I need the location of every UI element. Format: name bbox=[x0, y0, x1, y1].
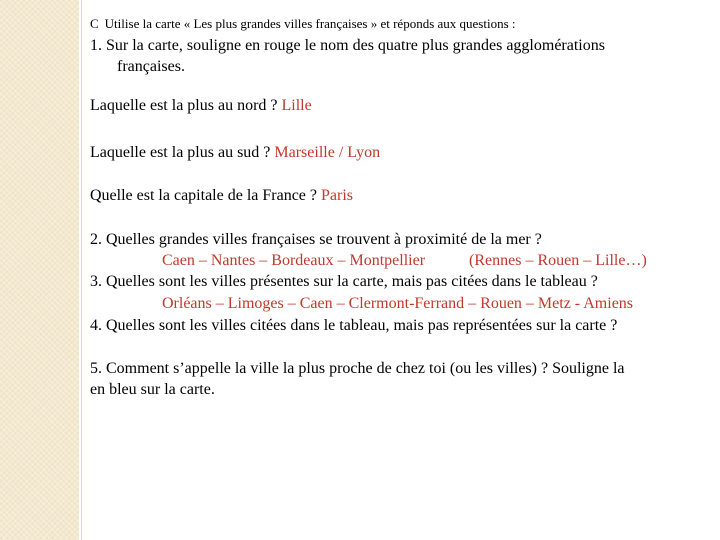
question-1-line-2: françaises. bbox=[117, 58, 185, 75]
question-3 bbox=[90, 272, 598, 292]
answer-3: Orléans – Limoges – Caen – Clermont-Ferrand – Rouen – Metz - Amiens bbox=[162, 295, 634, 312]
question-3-number: 3. bbox=[90, 273, 102, 290]
question-1-line-1 bbox=[90, 36, 605, 56]
question-4-text: Quelles sont les villes citées dans le tableau, mais pas représentées sur la carte ? bbox=[106, 317, 618, 334]
question-capitale-text: Quelle est la capitale de la France ? bbox=[90, 187, 321, 204]
question-1-text: Sur la carte, souligne en rouge le nom des quatre plus grandes agglomérations bbox=[106, 37, 605, 54]
question-nord bbox=[90, 96, 312, 116]
question-5-line-1 bbox=[90, 359, 625, 379]
question-3-text: Quelles sont les villes présentes sur la carte, mais pas citées dans le tableau ? bbox=[106, 273, 598, 290]
answer-capitale: Paris bbox=[321, 187, 353, 204]
question-2-number: 2. bbox=[90, 231, 102, 248]
question-5-line-2: en bleu sur la carte. bbox=[90, 381, 215, 398]
question-capitale bbox=[90, 186, 353, 206]
question-5-text: Comment s’appelle la ville la plus proche de chez toi (ou les villes) ? Souligne la bbox=[106, 360, 625, 377]
question-nord-text: Laquelle est la plus au nord ? bbox=[90, 97, 282, 114]
question-1-number: 1. bbox=[90, 37, 102, 54]
answer-2-main: Caen – Nantes – Bordeaux – Montpellier bbox=[162, 252, 426, 269]
instruction-line bbox=[90, 14, 516, 34]
question-5-number: 5. bbox=[90, 360, 102, 377]
section-label: C bbox=[90, 16, 99, 31]
answer-2-extra: (Rennes – Rouen – Lille…) bbox=[469, 252, 647, 269]
question-2-text: Quelles grandes villes françaises se trouvent à proximité de la mer ? bbox=[106, 231, 542, 248]
question-4 bbox=[90, 316, 617, 336]
question-sud bbox=[90, 143, 380, 163]
question-sud-text: Laquelle est la plus au sud ? bbox=[90, 144, 275, 161]
answer-nord: Lille bbox=[281, 97, 312, 114]
question-4-number: 4. bbox=[90, 317, 102, 334]
answer-sud: Marseille / Lyon bbox=[274, 144, 381, 161]
answer-2 bbox=[162, 251, 647, 271]
question-2 bbox=[90, 230, 542, 250]
instruction-text: Utilise la carte « Les plus grandes villes françaises » et réponds aux questions : bbox=[104, 16, 516, 31]
